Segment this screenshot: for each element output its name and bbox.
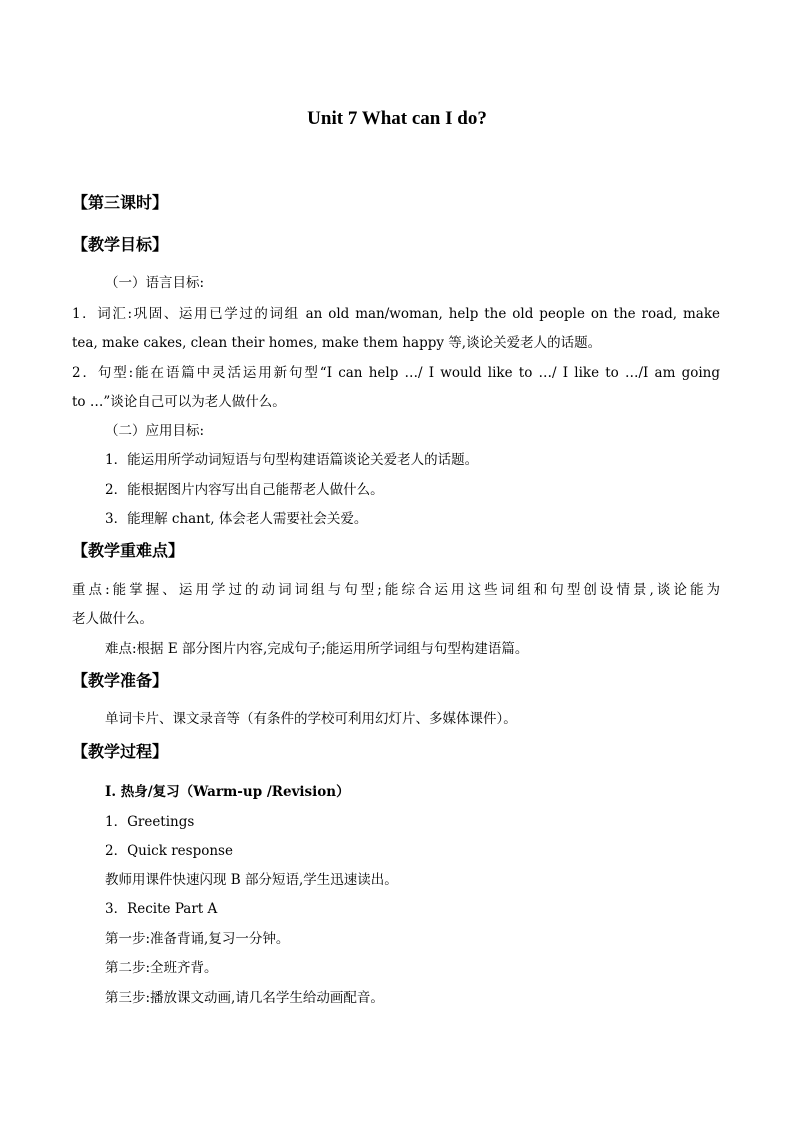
process-heading: 【教学过程】 xyxy=(72,742,169,761)
vocab-line-1: 1．词汇:巩固、运用已学过的词组 an old man/woman, help the old people on the road, make xyxy=(72,306,720,322)
objectives-heading: 【教学目标】 xyxy=(72,235,169,254)
application-goal: （二）应用目标: xyxy=(105,423,205,439)
focus-line-2: 老人做什么。 xyxy=(72,611,153,627)
pattern-line-1: 2．句型:能在语篇中灵活运用新句型“I can help …/ I would like to …/ I like to …/I am going xyxy=(72,365,720,381)
focus-line-1: 重点:能掌握、运用学过的动词词组与句型;能综合运用这些词组和句型创设情景,谈论能为 xyxy=(72,582,720,598)
process-item-1: 1．Greetings xyxy=(105,814,195,830)
process-item-2-desc: 教师用课件快速闪现 B 部分短语,学生迅速读出。 xyxy=(105,872,398,888)
process-item-3: 3．Recite Part A xyxy=(105,901,218,917)
recite-step-2: 第二步:全班齐背。 xyxy=(105,960,218,976)
vocab-line-2: tea, make cakes, clean their homes, make them happy 等,谈论关爱老人的话题。 xyxy=(72,335,602,351)
key-points-heading: 【教学重难点】 xyxy=(72,541,185,560)
recite-step-3: 第三步:播放课文动画,请几名学生给动画配音。 xyxy=(105,990,384,1006)
document-title: Unit 7 What can I do? xyxy=(307,108,487,129)
lesson-label: 【第三课时】 xyxy=(72,193,169,212)
process-item-2: 2．Quick response xyxy=(105,843,233,859)
recite-step-1: 第一步:准备背诵,复习一分钟。 xyxy=(105,931,290,947)
warmup-step-title: I. 热身/复习（Warm-up /Revision） xyxy=(105,784,350,800)
preparation-text: 单词卡片、课文录音等（有条件的学校可利用幻灯片、多媒体课件）。 xyxy=(105,711,517,727)
application-item-3: 3．能理解 chant, 体会老人需要社会关爱。 xyxy=(105,511,368,527)
difficulty-line: 难点:根据 E 部分图片内容,完成句子;能运用所学词组与句型构建语篇。 xyxy=(105,641,529,657)
language-goal: （一）语言目标: xyxy=(105,275,205,291)
pattern-line-2: to …”谈论自己可以为老人做什么。 xyxy=(72,394,286,410)
application-item-1: 1．能运用所学动词短语与句型构建语篇谈论关爱老人的话题。 xyxy=(105,452,479,468)
application-item-2: 2．能根据图片内容写出自己能帮老人做什么。 xyxy=(105,482,384,498)
preparation-heading: 【教学准备】 xyxy=(72,671,169,690)
